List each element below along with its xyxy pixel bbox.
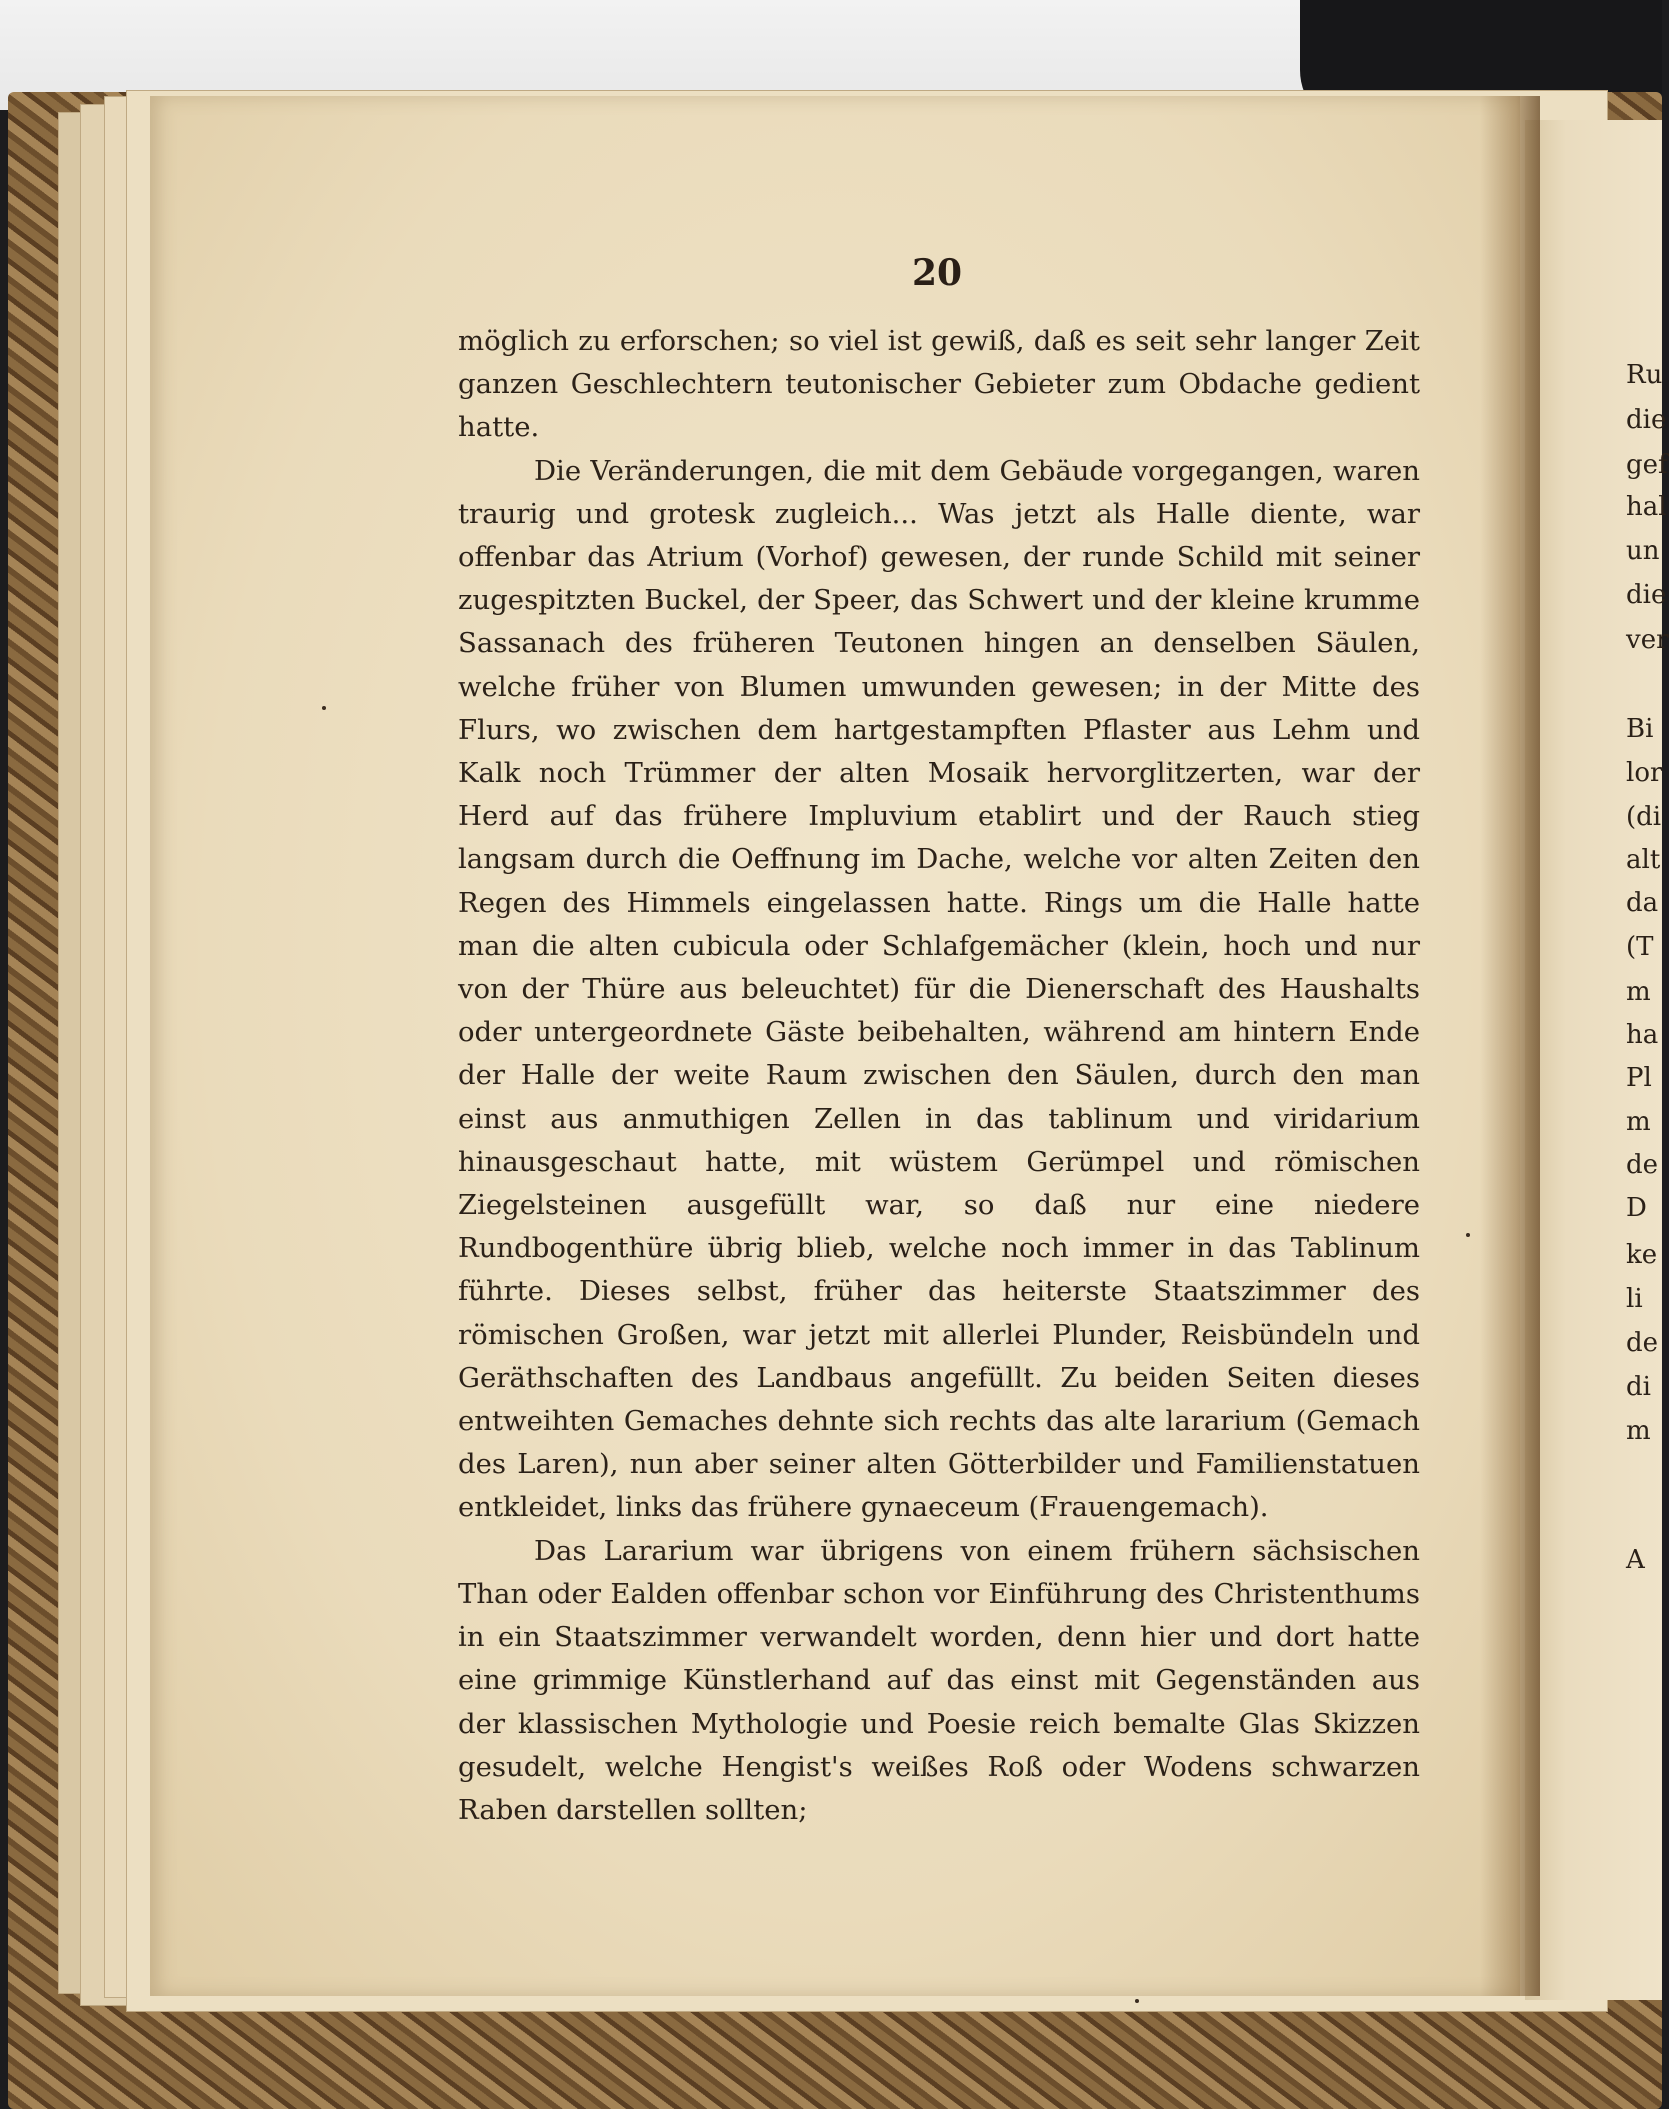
paper-speck xyxy=(322,706,326,710)
paragraph: Das Lararium war übrigens von einem frühern sächsischen Than oder Ealden offenbar schon vor Einführung des Christenthums in ein Staatszimmer verwandelt worden, denn hier und dort hatte eine grimmige Künstlerhand auf das einst mit Gegenständen aus der klassischen Mythologie und Poesie reich bemalte Glas Skizzen gesudelt, welche Hengist's weißes Roß oder Wodens schwarzen Raben darstellen sollten; xyxy=(458,1534,1420,1826)
paragraph: Die Veränderungen, die mit dem Gebäude vorgegangen, waren traurig und grotesk zugleich... Was jetzt als Halle diente, war offenbar das Atrium (Vorhof) gewesen, der runde Schild mit seiner zugespitzten Buckel, der Speer, das Schwert und der kleine krumme Sassanach des früheren Teutonen hingen an denselben Säulen, welche früher von Blumen umwunden gewesen; in der Mitte des Flurs, wo zwischen dem hartgestampften Pflaster aus Lehm und Kalk noch Trümmer der alten Mosaik hervorglitzerten, war der Herd auf das frühere Impluvium etablirt und der Rauch stieg langsam durch die Oeffnung im Dache, welche vor alten Zeiten den Regen des Himmels eingelassen hatte. Rings um die Halle hatte man die alten cubicula oder Schlafgemächer (klein, hoch und nur von der Thüre aus beleuchtet) für die Dienerschaft des Haushalts oder untergeordnete Gäste beibehalten, während am hintern Ende der Halle der weite Raum zwischen den Säulen, durch den man einst aus anmuthigen Zellen in das tablinum und viridarium hinausgeschaut hatte, mit wüstem Gerümpel und römischen Ziegelsteinen ausgefüllt war, so daß nur eine niedere Rundbogenthüre übrig blieb, welche noch immer in das Tablinum führte. Dieses selbst, früher das heiterste Staatszimmer des römischen Großen, war jetzt mit allerlei Plunder, Reisbündeln und Geräthschaften des Landbaus angefüllt. Zu beiden Seiten dieses entweihten Gemaches dehnte sich rechts das alte lararium (Gemach des Laren), nun aber seiner alten Götterbilder und Familienstatuen entkleidet, links das frühere gynaeceum (Frauengemach). xyxy=(458,454,1420,1524)
page-number: 20 xyxy=(911,252,963,294)
right-page-fragment: Pl xyxy=(1626,1063,1652,1093)
book-gutter xyxy=(1480,96,1540,1996)
right-page-fragment: hal xyxy=(1626,492,1667,522)
right-page-fragment: lor xyxy=(1626,758,1663,788)
right-page-fragment: D xyxy=(1626,1193,1647,1223)
right-page-fragment: A xyxy=(1626,1545,1645,1575)
right-page-fragment: ver xyxy=(1626,625,1669,655)
right-page-fragment: m xyxy=(1626,977,1651,1007)
right-page-fragment: m xyxy=(1626,1416,1651,1446)
right-page-fragment: m xyxy=(1626,1107,1651,1137)
right-page-fragment: gef xyxy=(1626,450,1668,480)
right-page-fragment: un xyxy=(1626,536,1660,566)
page-text xyxy=(458,320,1420,1832)
right-page-fragment: die xyxy=(1626,405,1667,435)
right-page-fragment: de xyxy=(1626,1328,1659,1358)
right-page-fragment: di xyxy=(1626,1372,1651,1402)
right-page xyxy=(1525,120,1662,2000)
right-page-fragment: de xyxy=(1626,1150,1659,1180)
right-page-fragment: li xyxy=(1626,1284,1643,1314)
right-page-fragment: Bi xyxy=(1626,714,1654,744)
paper-speck xyxy=(1135,1999,1139,2003)
paragraph: möglich zu erforschen; so viel ist gewiß, daß es seit sehr langer Zeit ganzen Geschlechtern teutonischer Gebieter zum Obdache gedient hatte. xyxy=(458,325,1420,444)
right-page-fragment: (di xyxy=(1626,802,1662,832)
right-page-fragment: (T xyxy=(1626,932,1654,962)
right-page-fragment: Ru xyxy=(1626,360,1663,390)
right-page-fragment: da xyxy=(1626,888,1659,918)
right-page-fragment: alt xyxy=(1626,845,1661,875)
right-page-fragment: ke xyxy=(1626,1240,1658,1270)
paper-speck xyxy=(1466,1233,1470,1237)
right-page-fragment: ha xyxy=(1626,1020,1659,1050)
right-page-fragment: die xyxy=(1626,580,1667,610)
